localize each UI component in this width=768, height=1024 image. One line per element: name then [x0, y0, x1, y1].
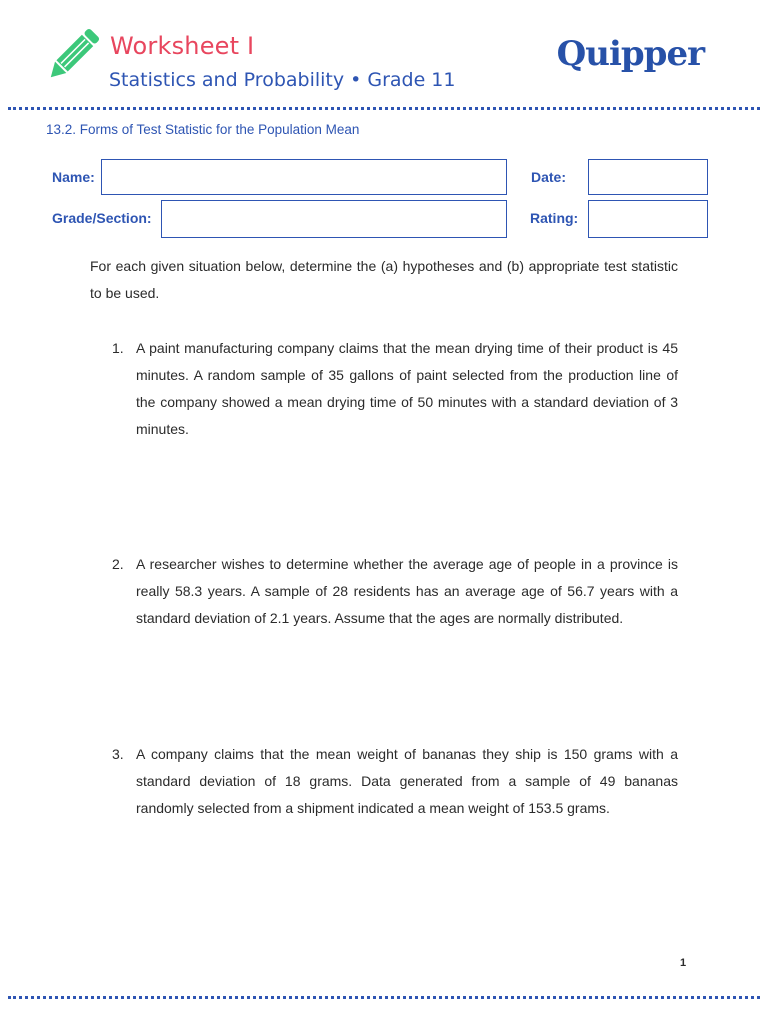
instructions: For each given situation below, determine the (a) hypotheses and (b) appropriate test statistic to be used. [90, 258, 678, 301]
question-item [112, 335, 678, 443]
name-label: Name: [52, 169, 95, 185]
header-divider [8, 107, 760, 110]
pencil-icon [44, 26, 100, 86]
rating-field[interactable] [588, 200, 708, 238]
subject-label: Statistics and Probability [109, 69, 345, 91]
question-number: 2. [112, 556, 124, 572]
rating-label: Rating: [530, 210, 579, 226]
worksheet-subtitle [109, 69, 456, 91]
question-number: 1. [112, 340, 124, 356]
question-text: A paint manufacturing company claims that the mean drying time of their product is 45 minutes. A random sample of 35 gallons of paint selected from the production line of the company showed a mean drying time of 50 minutes with a standard deviation of 3 minutes. [136, 340, 678, 437]
grade-section-label: Grade/Section: [52, 210, 152, 226]
grade-section-field[interactable] [161, 200, 507, 238]
footer-divider [8, 996, 760, 999]
date-label: Date: [531, 169, 567, 185]
name-field[interactable] [101, 159, 507, 195]
worksheet-title: Worksheet I [110, 32, 255, 60]
question-item [112, 551, 678, 632]
brand-logo: Quipper [556, 34, 704, 74]
date-field[interactable] [588, 159, 708, 195]
question-number: 3. [112, 746, 124, 762]
question-text: A company claims that the mean weight of bananas they ship is 150 grams with a standard deviation of 18 grams. Data generated from a sample of 49 bananas randomly selected from a shipment indicated a mean weight of 153.5 grams. [136, 746, 678, 816]
separator-dot: • [350, 69, 362, 91]
question-text: A researcher wishes to determine whether the average age of people in a province is really 58.3 years. A sample of 28 residents has an average age of 56.7 years with a standard deviation of 2.1 years. Assume that the ages are normally distributed. [136, 556, 678, 626]
lesson-title: 13.2. Forms of Test Statistic for the Population Mean [46, 122, 360, 137]
grade-label: Grade 11 [367, 69, 456, 91]
page-number: 1 [680, 957, 687, 969]
question-item [112, 741, 678, 822]
